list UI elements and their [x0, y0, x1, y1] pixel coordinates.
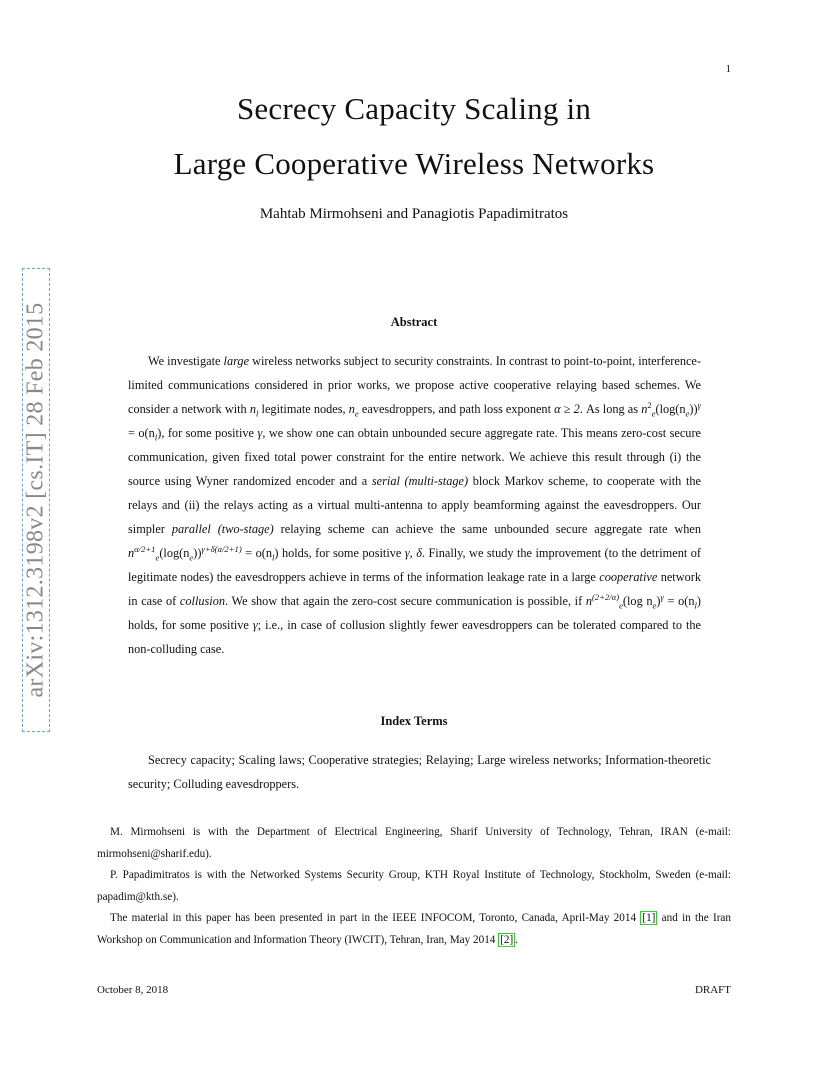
arxiv-stamp[interactable]	[22, 268, 50, 732]
footnotes	[97, 822, 731, 951]
page-number: 1	[725, 63, 731, 75]
citation-link-1[interactable]: [1]	[642, 912, 656, 924]
footer-date: October 8, 2018	[97, 984, 169, 996]
footnote-presentation: The material in this paper has been presented in part in the IEEE INFOCOM, Toronto, Canada, April-May 2014 [1] and in the Iran Workshop on Communication and Information Theory (IWCIT), Tehran, Iran, May 2014 [2] .	[97, 912, 731, 946]
footnote-author-2: P. Papadimitratos is with the Networked Systems Security Group, KTH Royal Institute of Technology, Stockholm, Sweden (e-mail: papadim@kth.se).	[97, 869, 731, 903]
citation-link-2[interactable]: [2]	[500, 933, 514, 946]
author-list: Mahtab Mirmohseni and Panagiotis Papadimitratos	[259, 206, 569, 222]
footnote-author-1: M. Mirmohseni is with the Department of Electrical Engineering, Sharif University of Technology, Tehran, IRAN (e-mail: mirmohseni@sharif.edu).	[97, 826, 731, 860]
abstract-heading: Abstract	[390, 315, 438, 329]
footer-draft-label: DRAFT	[694, 984, 731, 996]
arxiv-identifier[interactable]: arXiv:1312.3198v2 [cs.IT] 28 Feb 2015	[22, 302, 49, 698]
abstract-body: We investigate large wireless networks subject to security constraints. In contrast to point-to-point, interference-limited communications considered in prior works, we propose active cooperative relaying based schemes. We consider a network with $n_l$ legitimate nodes, $n_e$ eavesdroppers, and path loss exponent α ≥ 2. As long as $n^2_e(\log(n_e))^\gamma = o(n_l)$, for some positive γ, we show one can obtain unbounded secure aggregate rate. This means zero-cost secure communication, given fixed total power constraint for the entire network. We achieve this result through (i) the source using Wyner randomized encoder and a serial (multi-stage) block Markov scheme, to cooperate with the relays and (ii) the relays acting as a virtual multi-antenna to apply beamforming against the eavesdroppers. Our simpler parallel (two-stage) relaying scheme can achieve the same unbounded secure aggregate rate when $n^{\alpha/2+1}_e(\log(n_e))^{\gamma+\delta(\alpha/2+1)} = o(n_l)$ holds, for some positive γ, δ. Finally, we study the improvement (to the detriment of legitimate nodes) the eavesdroppers achieve in terms of the information leakage rate in a large cooperative network in case of collusion. We show that again the zero-cost secure communication is possible, if $n^{(2+2/\alpha)}_e(\log$ $n_e)^\gamma = o(n_l)$ holds, for some positive γ; i.e., in case of collusion slightly fewer eavesdroppers can be tolerated compared to the non-colluding case.	[128, 354, 702, 656]
paper-title-line-2: Large Cooperative Wireless Networks	[173, 146, 655, 181]
index-terms-heading: Index Terms	[380, 714, 448, 728]
index-terms-body: Secrecy capacity; Scaling laws; Cooperative strategies; Relaying; Large wireless networks; Information-theoretic security; Colluding eavesdroppers.	[128, 753, 711, 791]
paper-title-line-1: Secrecy Capacity Scaling in	[236, 91, 592, 126]
